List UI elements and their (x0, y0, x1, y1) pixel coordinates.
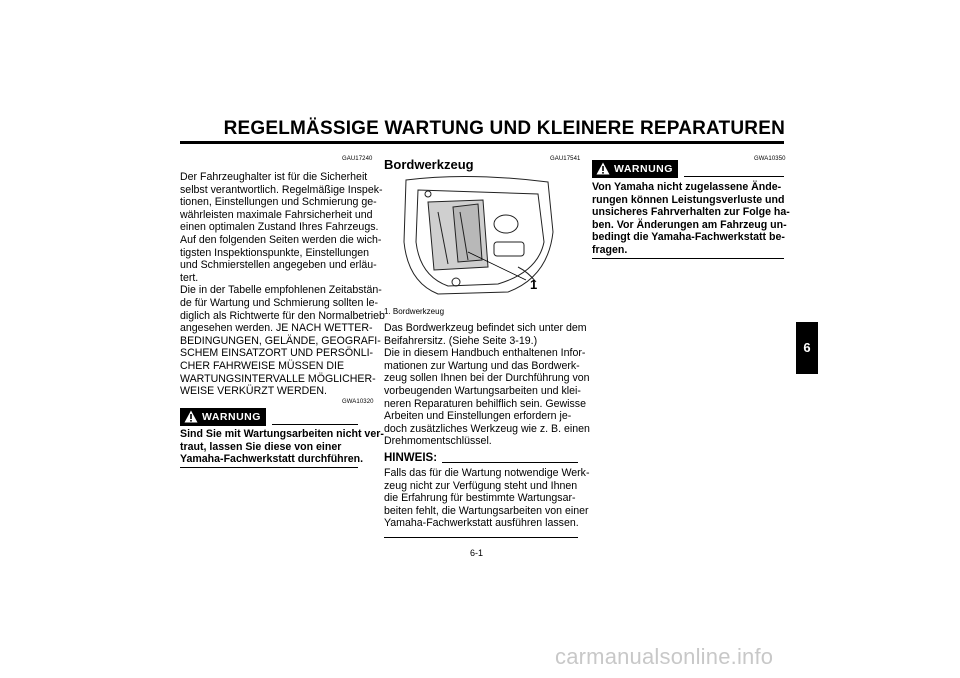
page-number: 6-1 (470, 548, 484, 558)
title-rule (180, 141, 784, 144)
warning-header (180, 408, 358, 426)
warning-badge (180, 408, 266, 426)
warning-triangle-icon (596, 162, 610, 175)
warning-rule (684, 176, 784, 177)
note-text: Falls das für die Wartung notwendige Werk- zeug nicht zur Verfügung steht und Ihnen die Erfahrung für bestimmte Wartungsar- beiten fehlt, die Wartungsarbeiten von einer Yamaha-Fachwerkstatt ausführen lassen. (384, 467, 590, 530)
page-title: REGELMÄSSIGE WARTUNG UND KLEINERE REPARATUREN (223, 118, 785, 139)
warning-rule (272, 424, 358, 425)
warning-badge (592, 160, 678, 178)
warning-triangle-icon (184, 410, 198, 423)
warning-text: Sind Sie mit Wartungsarbeiten nicht ver- traut, lassen Sie diese von einer Yamaha-Fachwerkstatt durchführen. (180, 428, 384, 466)
chapter-tab: 6 (796, 322, 818, 374)
note-label: HINWEIS: (384, 452, 438, 464)
section-code: GAU17240 (342, 156, 373, 162)
section-code: GAU17541 (550, 156, 581, 162)
intro-paragraph: Der Fahrzeughalter ist für die Sicherheit selbst verantwortlich. Regelmäßige Inspek- tionen, Einstellungen und Schmierung ge- währleisten maximale Fahrsicherheit und einen optimalen Zustand Ihres Fahrzeugs. Auf den folgenden Seiten werden die wich- tigsten Inspektionspunkte, Einstellungen und Schmierstellen angegeben und erläu- tert. Die in der Tabelle empfohlenen Zeitabstän- de für Wartung und Schmierung sollten le- diglich als Richtwerte für den Normalbetrieb angesehen werden. JE NACH WETTER- BEDINGUNGEN, GELÄNDE, GEOGRAFI- SCHEM EINSATZORT UND PERSÖNLI- CHER FAHRWEISE MÜSSEN DIE WARTUNGSINTERVALLE MÖGLICHER- WEISE VERKÜRZT WERDEN. (180, 171, 385, 398)
figure-caption: 1. Bordwerkzeug (384, 307, 445, 316)
callout-number: 1 (530, 277, 538, 292)
warning-label: WARNUNG (614, 163, 673, 175)
note-rule (442, 462, 578, 463)
warning-code: GWA10320 (342, 399, 374, 405)
warning-code: GWA10350 (754, 156, 786, 162)
note-end-rule (384, 537, 578, 538)
watermark: carmanualsonline.info (555, 644, 774, 669)
section-heading: Bordwerkzeug (384, 157, 474, 172)
warning-end-rule (180, 467, 358, 468)
toolkit-paragraph: Das Bordwerkzeug befindet sich unter dem Beifahrersitz. (Siehe Seite 3-19.) Die in diesem Handbuch enthaltenen Infor- mationen zur Wartung und das Bordwerk- zeug sollen Ihnen bei der Durchführung von vorbeugenden Wartungsarbeiten und klei- neren Reparaturen behilflich sein. Gewisse Arbeiten und Einstellungen erfordern je- doch zusätzliches Werkzeug wie z. B. einen Drehmomentschlüssel. (384, 322, 590, 448)
warning-end-rule (592, 258, 784, 259)
warning-text: Von Yamaha nicht zugelassene Ände- rungen können Leistungsverluste und unsicheres Fahrverhalten zur Folge ha- ben. Vor Änderungen am Fahrzeug un- bedingt die Yamaha-Fachwerkstatt be- fragen. (592, 181, 790, 256)
warning-label: WARNUNG (202, 411, 261, 423)
warning-header (592, 160, 784, 178)
